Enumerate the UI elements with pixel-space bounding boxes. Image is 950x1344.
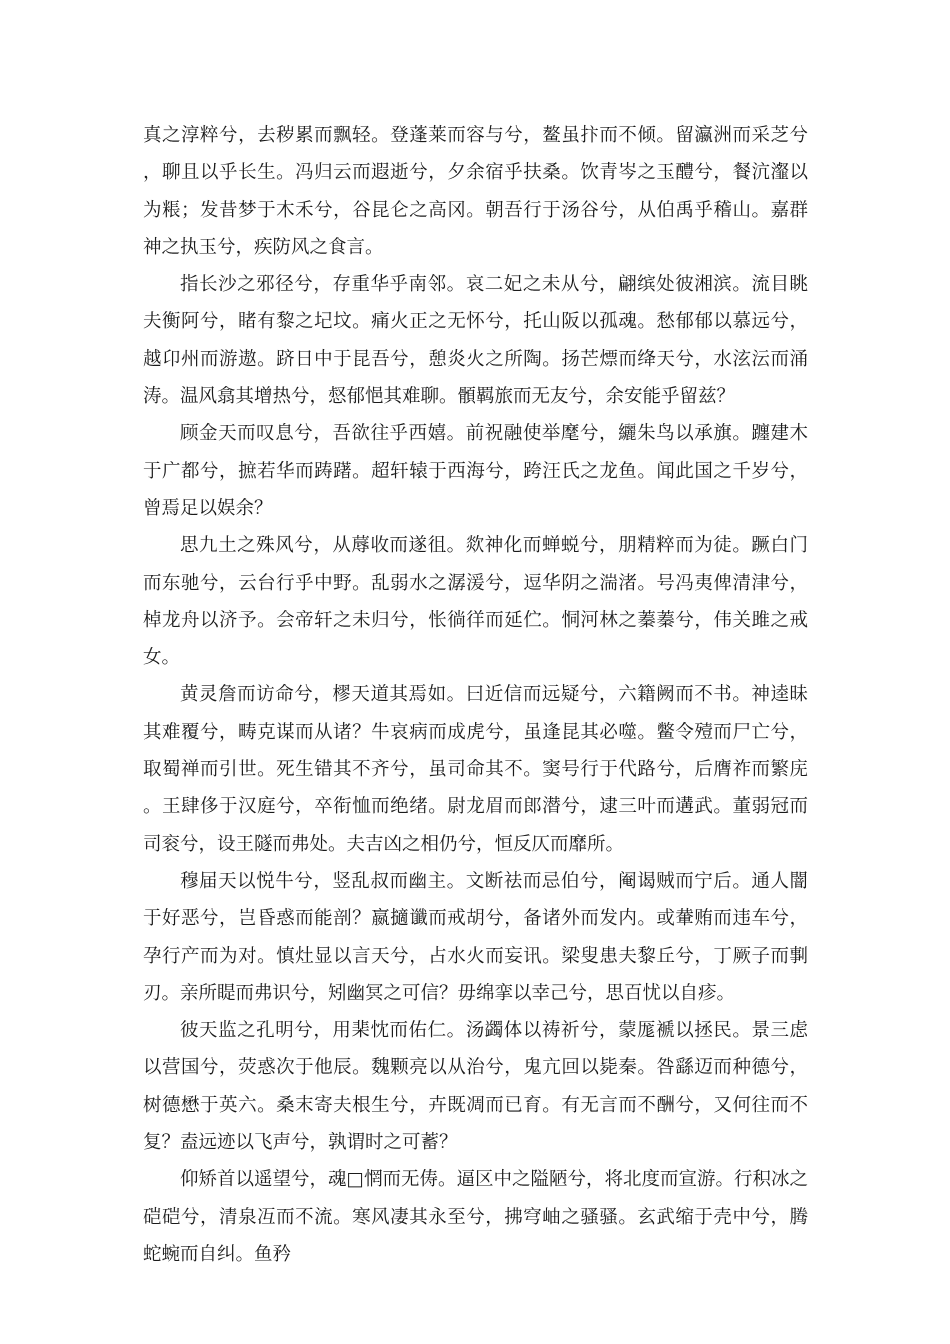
paragraph-6: 穆届天以悦牛兮，竖乱叔而幽主。文断祛而忌伯兮，阉谒贼而宁后。通人闇于好恶兮，岂昏惑而能剖？嬴擿谶而戒胡兮，备诸外而发内。或輂贿而违车兮，孕行产而为对。慎灶显以言天兮，占水火而妄讯。梁叟患夫黎丘兮，丁厥子而剚刃。亲所睼而弗识兮，矧幽冥之可信？毋绵挛以幸己兮，思百忧以自疹。 xyxy=(143,870,808,1004)
paragraph-3: 顾金天而叹息兮，吾欲往乎西嬉。前祝融使举麾兮，纚朱鸟以承旗。躔建木于广都兮，摭若华而踌躇。超轩辕于西海兮，跨汪氏之龙鱼。闻此国之千岁兮，曾焉足以娱余？ xyxy=(143,423,808,519)
paragraph-8: 仰矫首以遥望兮，魂□惘而无俦。逼区中之隘陋兮，将北度而宣游。行积冰之硙硙兮，清泉冱而不流。寒风凄其永至兮，拂穹岫之骚骚。玄武缩于壳中兮，腾蛇蜿而自纠。鱼矜 xyxy=(143,1169,808,1265)
paragraph-1: 真之淳粹兮，去秽累而飘轻。登蓬莱而容与兮，鳌虽抃而不倾。留瀛洲而采芝兮，聊且以乎长生。冯归云而遐逝兮，夕余宿乎扶桑。饮青岑之玉醴兮，餐沆瀣以为粻；发昔梦于木禾兮，谷昆仑之高冈。朝吾行于汤谷兮，从伯禹乎稽山。嘉群神之执玉兮，疾防风之食言。 xyxy=(143,125,808,258)
paragraph-7: 彼天监之孔明兮，用棐忱而佑仁。汤蠲体以祷祈兮，蒙厖褫以拯民。景三虑以营国兮，荧惑次于他辰。魏颗亮以从治兮，鬼亢回以毙秦。咎繇迈而种德兮，树德懋于英六。桑末寄夫根生兮，卉既凋而已育。有无言而不酬兮，又何往而不复？盍远迹以飞声兮，孰谓时之可蓄？ xyxy=(143,1020,808,1154)
document-page xyxy=(143,117,808,1273)
paragraph-5: 黄灵詹而访命兮，樛天道其焉如。曰近信而远疑兮，六籍阙而不书。神逵昧其难覆兮，畴克谋而从诸？牛哀病而成虎兮，虽逢昆其必噬。鳖令殪而尸亡兮，取蜀禅而引世。死生错其不齐兮，虽司命其不。窦号行于代路兮，后膺祚而繁庑。王肆侈于汉庭兮，卒衔恤而绝绪。尉龙眉而郎潜兮，逮三叶而遘武。董弱冠而司衮兮，设王隧而弗处。夫吉凶之相仍兮，恒反仄而靡所。 xyxy=(143,684,808,855)
paragraph-4: 思九土之殊风兮，从蓐收而遂徂。欻神化而蝉蜕兮，朋精粹而为徒。蹶白门而东驰兮，云台行乎中野。乱弱水之潺湲兮，逗华阴之湍渚。号冯夷俾清津兮，棹龙舟以济予。会帝轩之未归兮，怅徜徉而延伫。恫河林之蓁蓁兮，伟关雎之戒女。 xyxy=(143,535,808,669)
paragraph-2: 指长沙之邪径兮，存重华乎南邻。哀二妃之未从兮，翩缤处彼湘滨。流目眺夫衡阿兮，睹有黎之圮坟。痛火正之无怀兮，托山阪以孤魂。愁郁郁以慕远兮，越卬州而游遨。跻日中于昆吾兮，憩炎火之所陶。扬芒熛而绛天兮，水泫沄而涌涛。温风翕其增热兮，惄郁悒其难聊。顝羁旅而无友兮，余安能乎留兹？ xyxy=(143,274,808,408)
